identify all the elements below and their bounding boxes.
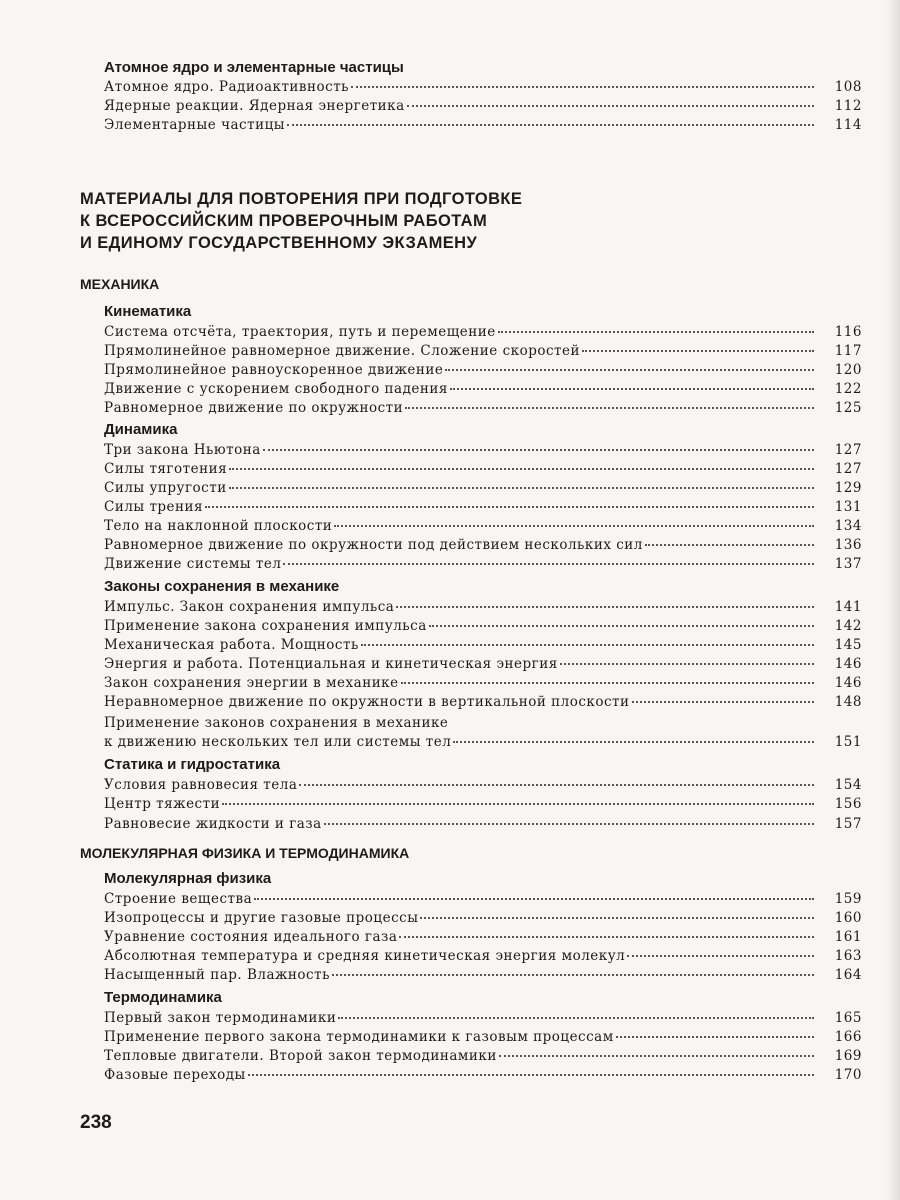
toc-entry-title: Равномерное движение по окружности — [104, 400, 404, 416]
heading-statics: Статика и гидростатика — [104, 756, 281, 773]
toc-entry[interactable] — [104, 815, 862, 834]
toc-entry-title: Неравномерное движение по окружности в вертикальной плоскости — [104, 694, 630, 710]
toc-entry[interactable] — [104, 460, 862, 479]
toc-entry-title: Равновесие жидкости и газа — [104, 816, 322, 832]
toc-entry-page: 134 — [834, 518, 862, 534]
main-title-line1: МАТЕРИАЛЫ ДЛЯ ПОВТОРЕНИЯ ПРИ ПОДГОТОВКЕ — [80, 190, 523, 208]
toc-entry[interactable] — [104, 342, 862, 361]
toc-entry[interactable] — [104, 928, 862, 947]
toc-entry-page: 159 — [834, 891, 862, 907]
main-title-line3: И ЕДИНОМУ ГОСУДАРСТВЕННОМУ ЭКЗАМЕНУ — [80, 234, 478, 252]
toc-entry-page: 114 — [834, 117, 862, 133]
toc-entry-title: Тело на наклонной плоскости — [104, 518, 333, 534]
toc-entry-page: 141 — [834, 599, 862, 615]
toc-entry[interactable] — [104, 776, 862, 795]
toc-entry-page: 122 — [834, 381, 862, 397]
toc-entry-title: Три закона Ньютона — [104, 442, 261, 458]
toc-entry-page: 166 — [834, 1029, 862, 1045]
toc-entry-page: 164 — [834, 967, 862, 983]
toc-entry-page: 112 — [834, 98, 862, 114]
toc-entry[interactable] — [104, 498, 862, 517]
toc-entry-title: Ядерные реакции. Ядерная энергетика — [104, 98, 405, 114]
toc-entry-page: 156 — [834, 796, 862, 812]
dot-leader — [405, 406, 814, 409]
toc-entry-page: 116 — [834, 324, 862, 340]
toc-entry-page: 127 — [834, 461, 862, 477]
toc-entry-page: 170 — [834, 1067, 862, 1083]
heading-thermodynamics: Термодинамика — [104, 989, 222, 1006]
dot-leader — [429, 624, 814, 627]
toc-entry-page: 148 — [834, 694, 862, 710]
toc-entry[interactable] — [104, 479, 862, 498]
toc-entry[interactable] — [104, 323, 862, 342]
section-molecular-physics: МОЛЕКУЛЯРНАЯ ФИЗИКА И ТЕРМОДИНАМИКА — [80, 845, 410, 861]
toc-entry-title: Силы трения — [104, 499, 204, 515]
heading-atomic-nucleus: Атомное ядро и элементарные частицы — [104, 59, 404, 76]
toc-entry-title: Условия равновесия тела — [104, 777, 298, 793]
dot-leader — [361, 643, 814, 646]
dot-leader — [332, 973, 814, 976]
toc-entry[interactable] — [104, 1066, 862, 1085]
dot-leader — [582, 349, 814, 352]
dot-leader — [351, 85, 814, 88]
toc-entry[interactable] — [104, 733, 862, 752]
dot-leader — [229, 486, 814, 489]
toc-entry-title: Импульс. Закон сохранения импульса — [104, 599, 395, 615]
toc-entry[interactable] — [104, 361, 862, 380]
toc-entry[interactable] — [104, 380, 862, 399]
toc-entry-title: Прямолинейное равномерное движение. Сложение скоростей — [104, 343, 580, 359]
toc-entry-title: Движение с ускорением свободного падения — [104, 381, 448, 397]
dot-leader — [396, 605, 814, 608]
toc-entry-page: 154 — [834, 777, 862, 793]
toc-entry[interactable] — [104, 441, 862, 460]
toc-entry-title: Абсолютная температура и средняя кинетическая энергия молекул — [104, 948, 626, 964]
toc-entry[interactable] — [104, 1009, 862, 1028]
toc-entry-title: Силы тяготения — [104, 461, 228, 477]
heading-dynamics: Динамика — [104, 421, 178, 438]
toc-entry-title: к движению нескольких тел или системы тел — [104, 734, 452, 750]
toc-entry-title: Силы упругости — [104, 480, 227, 496]
dot-leader — [222, 802, 814, 805]
dot-leader — [407, 104, 814, 107]
toc-entry-title: Центр тяжести — [104, 796, 221, 812]
dot-leader — [338, 1016, 814, 1019]
dot-leader — [627, 954, 814, 957]
main-title-line2: К ВСЕРОССИЙСКИМ ПРОВЕРОЧНЫМ РАБОТАМ — [80, 212, 488, 230]
toc-entry[interactable] — [104, 517, 862, 536]
dot-leader — [445, 368, 814, 371]
toc-entry-page: 157 — [834, 816, 862, 832]
dot-leader — [616, 1035, 814, 1038]
toc-entry[interactable] — [104, 909, 862, 928]
toc-entry[interactable] — [104, 536, 862, 555]
dot-leader — [205, 505, 814, 508]
toc-entry-page: 160 — [834, 910, 862, 926]
dot-leader — [450, 387, 814, 390]
toc-entry-page: 151 — [834, 734, 862, 750]
toc-entry[interactable] — [104, 966, 862, 985]
section-mechanics: МЕХАНИКА — [80, 276, 160, 292]
toc-entry-title: Прямолинейное равноускоренное движение — [104, 362, 444, 378]
toc-entry-page: 131 — [834, 499, 862, 515]
toc-entry-page: 146 — [834, 656, 862, 672]
toc-entry-page: 137 — [834, 556, 862, 572]
toc-entry[interactable] — [104, 674, 862, 693]
toc-entry[interactable] — [104, 555, 862, 574]
toc-entry[interactable] — [104, 1028, 862, 1047]
toc-entry-title: Закон сохранения энергии в механике — [104, 675, 399, 691]
toc-entry-page: 108 — [834, 79, 862, 95]
toc-entry-title: Применение закона сохранения импульса — [104, 618, 427, 634]
dot-leader — [324, 822, 814, 825]
dot-leader — [287, 123, 814, 126]
toc-entry[interactable] — [104, 598, 862, 617]
toc-entry[interactable] — [104, 890, 862, 909]
dot-leader — [499, 1054, 814, 1057]
dot-leader — [299, 783, 814, 786]
dot-leader — [334, 524, 814, 527]
toc-entry-title: Механическая работа. Мощность — [104, 637, 359, 653]
toc-entry-page: 145 — [834, 637, 862, 653]
toc-entry-title: Система отсчёта, траектория, путь и перемещение — [104, 324, 496, 340]
dot-leader — [254, 897, 814, 900]
toc-entry-page: 125 — [834, 400, 862, 416]
toc-entry[interactable] — [104, 399, 862, 418]
toc-entry-title: Тепловые двигатели. Второй закон термодинамики — [104, 1048, 497, 1064]
toc-entry-title: Энергия и работа. Потенциальная и кинетическая энергия — [104, 656, 558, 672]
toc-entry-multiline-first[interactable]: Применение законов сохранения в механике — [104, 715, 449, 731]
dot-leader — [560, 662, 814, 665]
toc-entry[interactable] — [104, 693, 862, 712]
toc-entry[interactable] — [104, 636, 862, 655]
heading-kinematics: Кинематика — [104, 303, 192, 320]
toc-entry[interactable] — [104, 78, 862, 97]
toc-entry-title: Фазовые переходы — [104, 1067, 246, 1083]
page-number: 238 — [80, 1112, 112, 1133]
toc-entry[interactable] — [104, 97, 862, 116]
toc-entry[interactable] — [104, 116, 862, 135]
toc-entry[interactable] — [104, 655, 862, 674]
toc-entry-page: 169 — [834, 1048, 862, 1064]
toc-entry-page: 161 — [834, 929, 862, 945]
toc-entry-title: Движение системы тел — [104, 556, 282, 572]
heading-molecular-physics: Молекулярная физика — [104, 870, 272, 887]
toc-entry-title: Равномерное движение по окружности под действием нескольких сил — [104, 537, 643, 553]
dot-leader — [498, 330, 814, 333]
dot-leader — [399, 935, 814, 938]
toc-entry-title: Элементарные частицы — [104, 117, 285, 133]
dot-leader — [263, 448, 814, 451]
dot-leader — [420, 916, 814, 919]
toc-entry-title: Атомное ядро. Радиоактивность — [104, 79, 350, 95]
toc-entry-page: 163 — [834, 948, 862, 964]
toc-entry-page: 165 — [834, 1010, 862, 1026]
page-edge-shadow — [886, 0, 900, 1200]
dot-leader — [283, 562, 814, 565]
toc-entry[interactable] — [104, 947, 862, 966]
toc-entry-page: 129 — [834, 480, 862, 496]
toc-entry-title: Уравнение состояния идеального газа — [104, 929, 398, 945]
toc-entry[interactable] — [104, 1047, 862, 1066]
dot-leader — [401, 681, 814, 684]
toc-entry-title: Первый закон термодинамики — [104, 1010, 337, 1026]
toc-entry-title: Применение первого закона термодинамики к газовым процессам — [104, 1029, 614, 1045]
toc-entry-page: 146 — [834, 675, 862, 691]
toc-entry-title: Изопроцессы и другие газовые процессы — [104, 910, 419, 926]
toc-entry-page: 117 — [834, 343, 862, 359]
dot-leader — [229, 467, 814, 470]
dot-leader — [248, 1073, 814, 1076]
dot-leader — [645, 543, 814, 546]
toc-entry-title: Насыщенный пар. Влажность — [104, 967, 330, 983]
toc-entry-title: Строение вещества — [104, 891, 253, 907]
toc-entry-page: 120 — [834, 362, 862, 378]
dot-leader — [632, 700, 814, 703]
toc-entry-page: 142 — [834, 618, 862, 634]
toc-entry-page: 136 — [834, 537, 862, 553]
dot-leader — [453, 740, 814, 743]
toc-entry-page: 127 — [834, 442, 862, 458]
toc-entry[interactable] — [104, 795, 862, 814]
toc-entry[interactable] — [104, 617, 862, 636]
heading-conservation-laws: Законы сохранения в механике — [104, 578, 340, 595]
